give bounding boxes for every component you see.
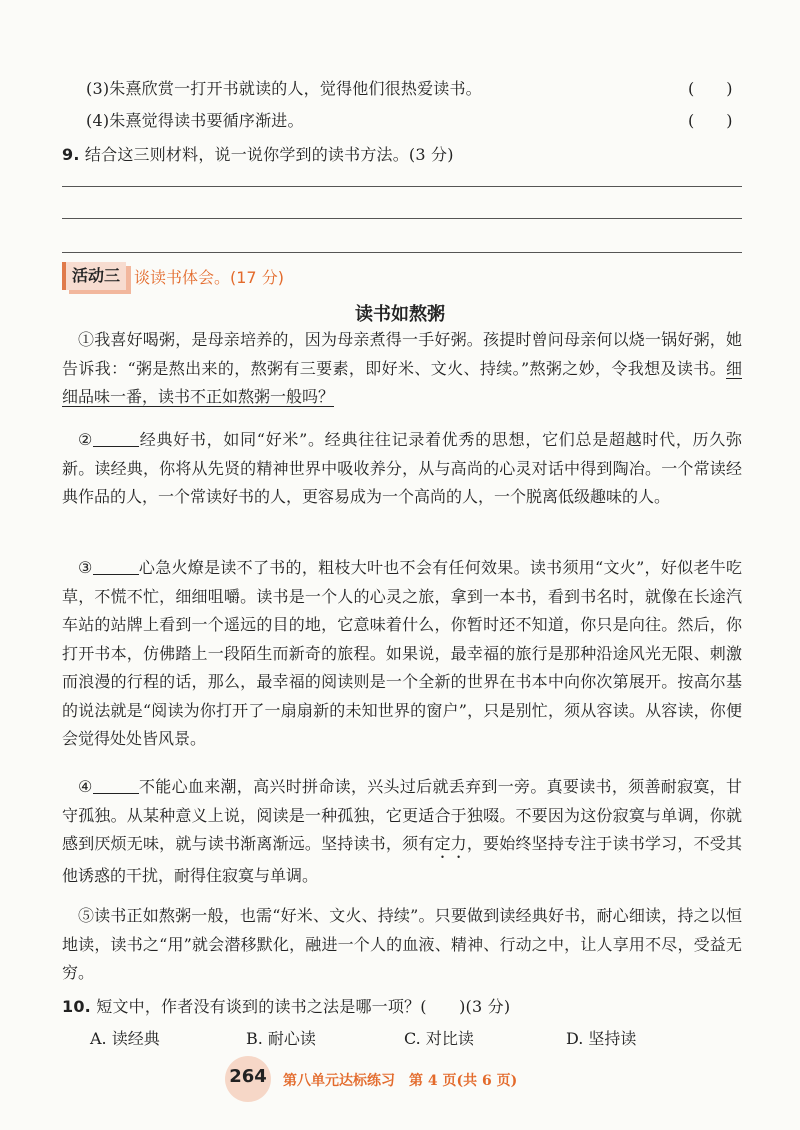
answer-line-2[interactable] (62, 218, 742, 219)
option-c[interactable]: C. 对比读 (404, 1029, 474, 1048)
paragraph-5-text: ⑤读书正如熬粥一般，也需“好米、文火、持续”。只要做到读经典好书，耐心细读，持之以恒地读，读书之“用”就会潜移默化，融进一个人的血液、精神、行动之中，让人享用不尽，受益无穷。 (62, 906, 742, 982)
question-9-text: 结合这三则材料，说一说你学到的读书方法。(3 分) (84, 145, 454, 164)
answer-line-3[interactable] (62, 252, 742, 253)
paragraph-2 (62, 426, 742, 512)
paragraph-4 (62, 773, 742, 891)
paragraph-5 (62, 902, 742, 988)
paragraph-3-number: ③ (78, 558, 93, 577)
paragraph-2-number: ② (78, 430, 94, 449)
footer-text: 第八单元达标练习 第 4 页(共 6 页) (283, 1073, 518, 1089)
activity-title: 谈读书体会。(17 分) (134, 268, 284, 287)
activity-tag: 活动三 (62, 262, 126, 290)
q8-item-3: (3)朱熹欣赏一打开书就读的人，觉得他们很热爱读书。 (86, 79, 482, 98)
option-d[interactable]: D. 坚持读 (566, 1029, 637, 1048)
question-10-number: 10. (62, 997, 91, 1016)
option-b[interactable]: B. 耐心读 (246, 1029, 316, 1048)
question-10-text: 短文中，作者没有谈到的读书之法是哪一项？( )(3 分) (96, 997, 511, 1016)
paragraph-3-blank[interactable] (93, 558, 139, 575)
answer-line-1[interactable] (62, 186, 742, 187)
dotted-word: 定力 (434, 834, 467, 853)
paragraph-2-text: 经典好书，如同“好米”。经典往往记录着优秀的思想，它们总是超越时代，历久弥新。读经典，你将从先贤的精神世界中吸收养分，从与高尚的心灵对话中得到陶冶。一个常读经典作品的人，一个常读好书的人，更容易成为一个高尚的人，一个脱离低级趣味的人。 (62, 430, 742, 506)
q8-item-4-answer-paren[interactable]: ( ) (688, 111, 733, 130)
option-a[interactable]: A. 读经典 (90, 1029, 160, 1048)
underlined-sentence: 细细品味一番，读书不正如熬粥一般吗？ (62, 358, 742, 406)
question-9-number: 9. (62, 145, 80, 164)
paragraph-4-blank[interactable] (93, 777, 139, 794)
question-10 (62, 994, 510, 1017)
paragraph-1 (62, 326, 742, 412)
paragraph-4-text-a: 不能心血来潮，高兴时拼命读，兴头过后就丢弃到一旁。真要读书，须善耐寂寞，甘守孤独。从某种意义上说，阅读是一种孤独，它更适合于独啜。不要因为这份寂寞与单调，你就感到厌烦无味，就与读书渐离渐远。坚持读书，须有 (62, 777, 742, 853)
paragraph-4-text-b: ，要始终坚持专注于读书学习，不受其他诱惑的干扰，耐得住寂寞与单调。 (62, 834, 742, 885)
paragraph-2-blank[interactable] (93, 430, 139, 447)
page-number: 264 (229, 1066, 267, 1087)
q8-item-3-answer-paren[interactable]: ( ) (688, 79, 733, 98)
paragraph-1-text: ①我喜好喝粥，是母亲培养的，因为母亲煮得一手好粥。孩提时曾问母亲何以烧一锅好粥，她告诉我：“粥是熬出来的，熬粥有三要素，即好米、文火、持续。”熬粥之妙，令我想及读书。 (62, 330, 742, 378)
paragraph-3-text: 心急火燎是读不了书的，粗枝大叶也不会有任何效果。读书须用“文火”，好似老牛吃草，不慌不忙，细细咀嚼。读书是一个人的心灵之旅，拿到一本书，看到书名时，就像在长途汽车站的站牌上看到一个遥远的目的地，它意味着什么，你暂时还不知道，你只是向往。然后，你打开书本，仿佛踏上一段陌生而新奇的旅程。如果说，最幸福的旅行是那种沿途风光无限、刺激而浪漫的行程的话，那么，最幸福的阅读则是一个全新的世界在书本中向你次第展开。按高尔基的说法就是“阅读为你打开了一扇扇新的未知世界的窗户”，只是别忙，须从容读。从容读，你便会觉得处处皆风景。 (62, 558, 742, 748)
question-9 (62, 142, 454, 165)
article-title: 读书如熬粥 (355, 304, 445, 325)
paragraph-4-number: ④ (78, 777, 93, 796)
q8-item-4: (4)朱熹觉得读书要循序渐进。 (86, 111, 304, 130)
paragraph-3 (62, 554, 742, 754)
